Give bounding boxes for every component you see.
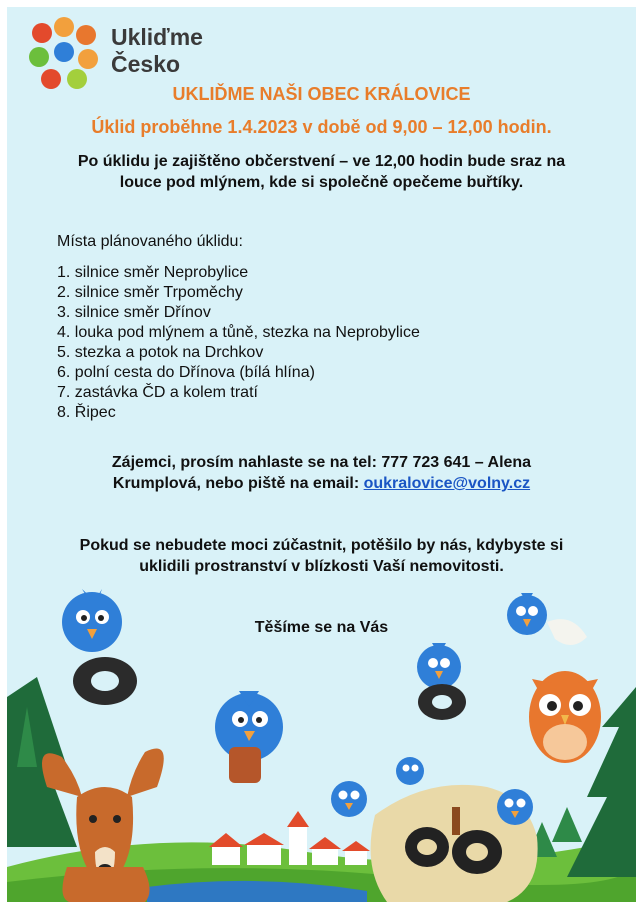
places-title: Místa plánovaného úklidu: bbox=[57, 233, 243, 250]
absence-text bbox=[47, 535, 596, 577]
list-item: 6. polní cesta do Dřínova (bílá hlína) bbox=[57, 364, 315, 381]
bird-icon bbox=[497, 789, 533, 825]
absence-line: uklidili prostranství v blízkosti Vaší nemovitosti. bbox=[139, 558, 504, 575]
logo-line-1: Ukliďme bbox=[111, 24, 203, 50]
list-item: 5. stezka a potok na Drchkov bbox=[57, 344, 264, 361]
list-item: 4. louka pod mlýnem a tůně, stezka na Neprobylice bbox=[57, 324, 420, 341]
contact-line bbox=[47, 473, 596, 494]
bird-icon bbox=[215, 691, 283, 783]
contact-text bbox=[47, 452, 596, 494]
poster bbox=[7, 7, 636, 902]
list-item: 7. zastávka ČD a kolem tratí bbox=[57, 384, 258, 401]
intro-line: louce pod mlýnem, kde si společně opečeme buřtíky. bbox=[119, 174, 524, 191]
tire-icon bbox=[73, 657, 137, 705]
list-item: 8. Řipec bbox=[57, 404, 116, 421]
date-line: Úklid proběhne 1.4.2023 v době od 9,00 – 12,00 hodin. bbox=[91, 117, 552, 137]
closing-text: Těšíme se na Vás bbox=[254, 619, 389, 636]
logo-line-2: Česko bbox=[111, 51, 181, 77]
email-link[interactable]: oukralovice@volny.cz bbox=[363, 475, 531, 492]
intro-line: Po úklidu je zajištěno občerstvení – ve 12,00 hodin bude sraz na bbox=[77, 153, 566, 170]
contact-line: Zájemci, prosím nahlaste se na tel: 777 723 641 – Alena bbox=[111, 454, 532, 471]
contact-prefix: Krumplová, nebo piště na email: bbox=[112, 475, 364, 492]
bird-icon bbox=[417, 643, 461, 689]
bird-icon bbox=[331, 781, 367, 817]
places-list bbox=[57, 263, 420, 423]
list-item: 2. silnice směr Trpoměchy bbox=[57, 284, 243, 301]
village-icon bbox=[209, 811, 370, 865]
intro-text bbox=[47, 151, 596, 193]
list-item: 3. silnice směr Dřínov bbox=[57, 304, 211, 321]
list-item: 1. silnice směr Neprobylice bbox=[57, 264, 249, 281]
owl-icon bbox=[529, 671, 601, 763]
absence-line: Pokud se nebudete moci zúčastnit, potěšilo by nás, kdybyste si bbox=[79, 537, 564, 554]
tree-left-icon bbox=[7, 677, 77, 847]
logo-faces-icon bbox=[27, 17, 101, 91]
logo-wordmark bbox=[111, 24, 203, 78]
headline: UKLIĎME NAŠI OBEC KRÁLOVICE bbox=[172, 84, 471, 104]
bird-icon bbox=[396, 757, 424, 785]
tire-icon bbox=[418, 684, 466, 720]
